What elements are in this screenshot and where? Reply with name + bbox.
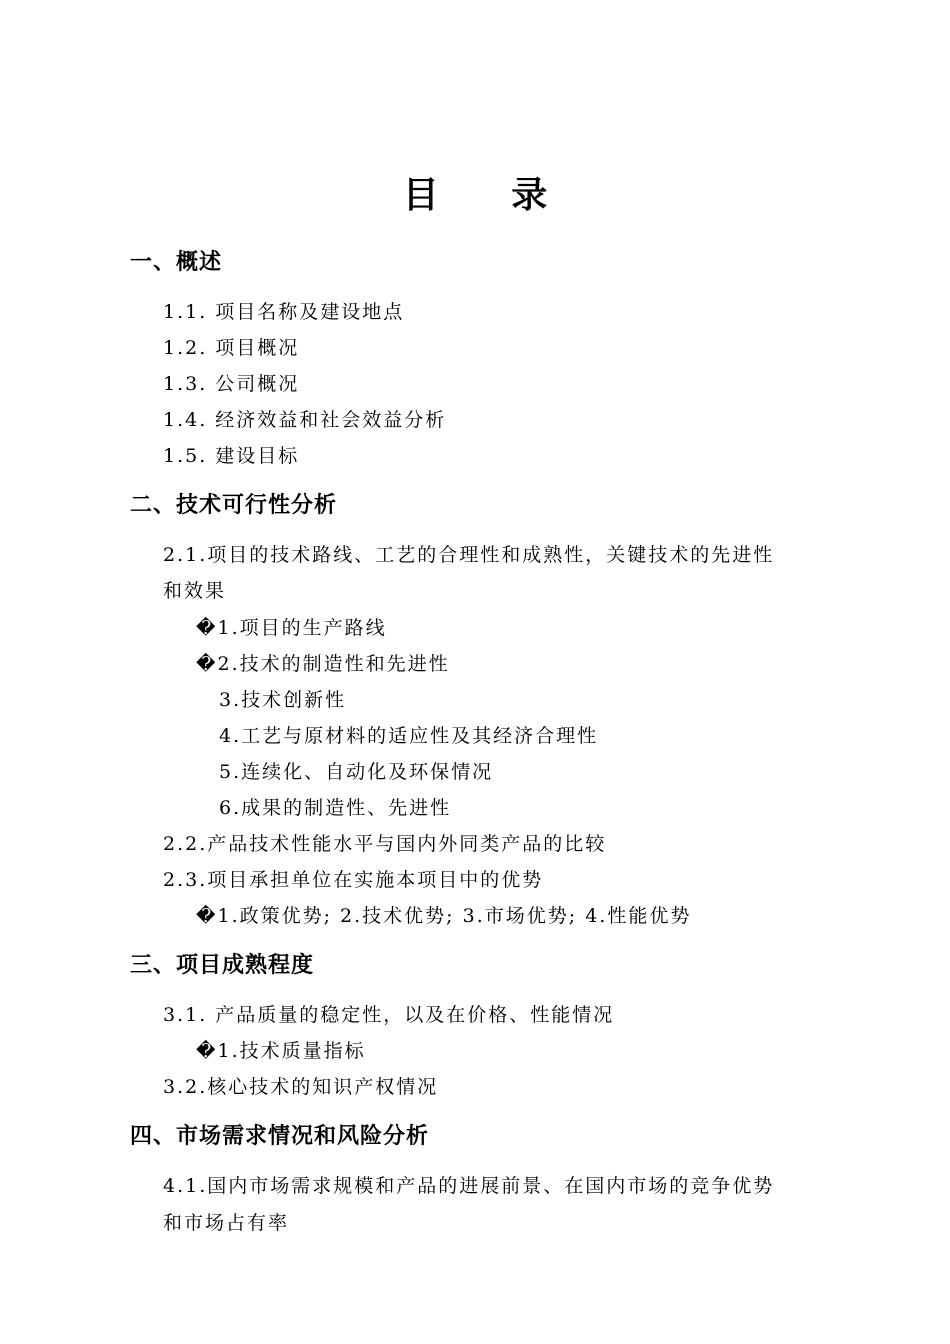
toc-heading-technical-feasibility[interactable]: 二、技术可行性分析 <box>130 492 338 518</box>
toc-item[interactable]: 1.1. 项目名称及建设地点 <box>163 301 405 323</box>
toc-item[interactable]: 1.3. 公司概况 <box>163 373 300 395</box>
toc-item[interactable]: 1.2. 项目概况 <box>163 337 300 359</box>
toc-item[interactable]: 4.1.国内市场需求规模和产品的进展前景、在国内市场的竞争优势 <box>163 1175 775 1197</box>
toc-heading-market-risk[interactable]: 四、市场需求情况和风险分析 <box>130 1123 430 1149</box>
toc-item-continuation[interactable]: 和市场占有率 <box>163 1212 290 1234</box>
toc-item[interactable]: 2.1.项目的技术路线、工艺的合理性和成熟性，关键技术的先进性 <box>163 544 775 566</box>
page-title: 目 录 <box>402 174 578 216</box>
toc-item[interactable]: 1.4. 经济效益和社会效益分析 <box>163 409 447 431</box>
toc-heading-maturity[interactable]: 三、项目成熟程度 <box>130 952 315 978</box>
toc-item[interactable]: 2.3.项目承担单位在实施本项目中的优势 <box>163 869 544 891</box>
toc-subitem[interactable]: 4.工艺与原材料的适应性及其经济合理性 <box>219 725 599 747</box>
toc-subitem[interactable]: 3.技术创新性 <box>219 689 347 711</box>
toc-subitem[interactable]: �1.政策优势; 2.技术优势; 3.市场优势; 4.性能优势 <box>196 905 692 927</box>
toc-subitem[interactable]: �1.项目的生产路线 <box>196 617 387 639</box>
toc-subitem[interactable]: �1.技术质量指标 <box>196 1040 366 1062</box>
toc-item[interactable]: 3.2.核心技术的知识产权情况 <box>163 1076 439 1098</box>
toc-item[interactable]: 3.1. 产品质量的稳定性，以及在价格、性能情况 <box>163 1004 615 1026</box>
toc-subitem[interactable]: 5.连续化、自动化及环保情况 <box>219 761 494 783</box>
toc-item[interactable]: 1.5. 建设目标 <box>163 445 300 467</box>
toc-item[interactable]: 2.2.产品技术性能水平与国内外同类产品的比较 <box>163 833 607 855</box>
toc-subitem[interactable]: �2.技术的制造性和先进性 <box>196 653 450 675</box>
toc-subitem[interactable]: 6.成果的制造性、先进性 <box>219 797 452 819</box>
toc-heading-overview[interactable]: 一、概述 <box>130 249 223 275</box>
toc-item-continuation[interactable]: 和效果 <box>163 580 227 602</box>
